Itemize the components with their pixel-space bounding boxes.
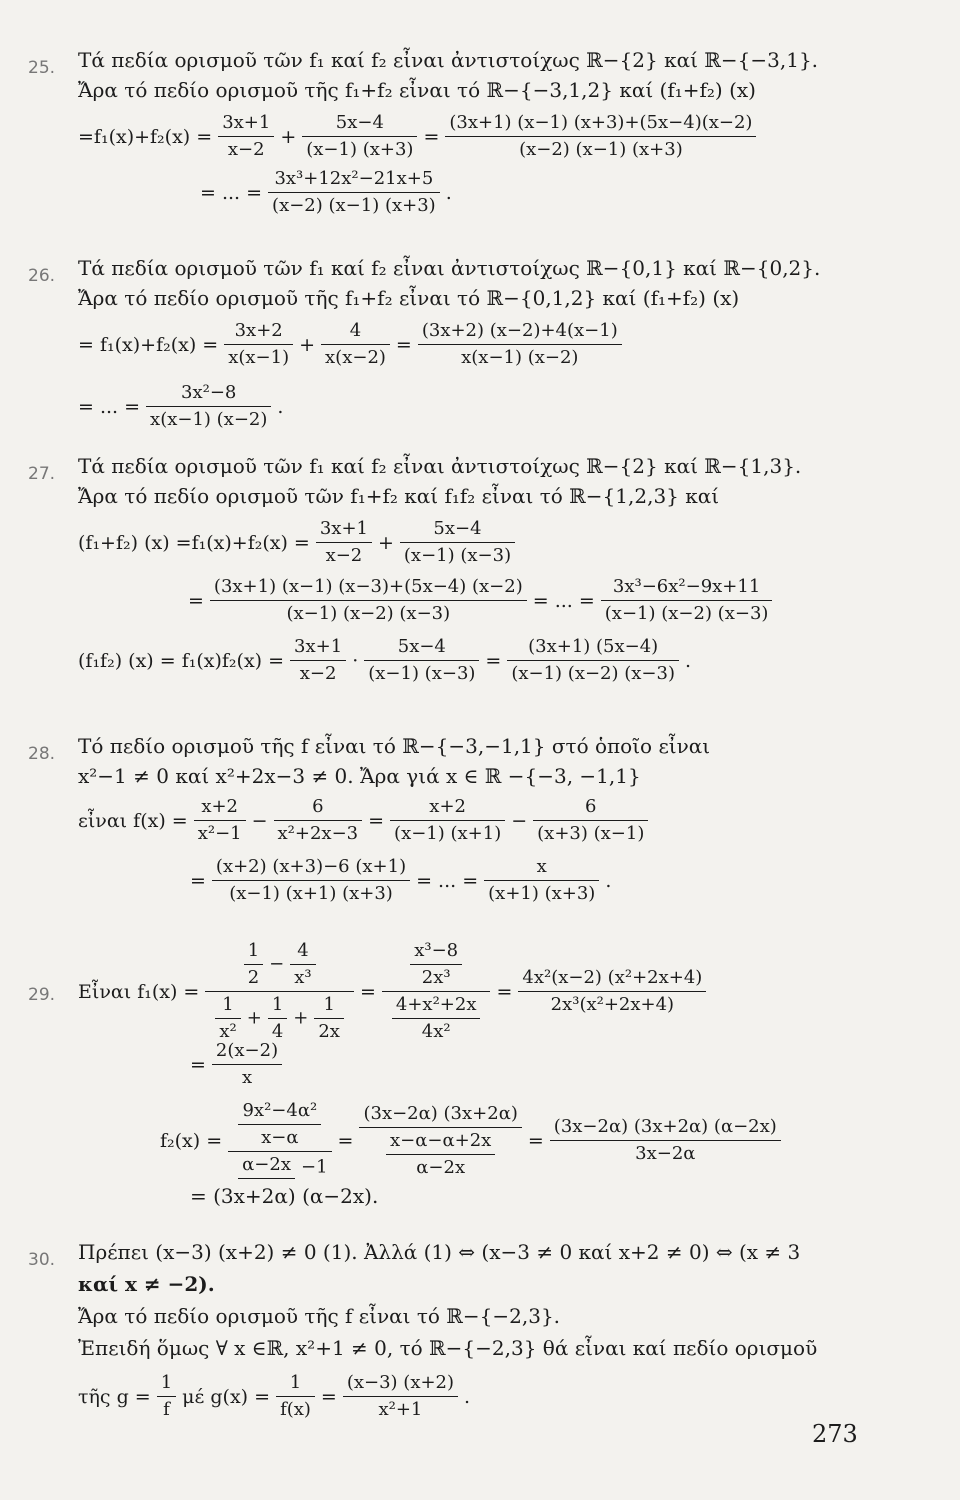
ex26-line1: 26. Τά πεδία ορισμοῦ τῶν f₁ καί f₂ εἶναι ἀντιστοίχως ℝ−{0,1} καί ℝ−{0,2}. (0, 248, 960, 288)
fraction: $\frac{1}{f(x)}$ (276, 1372, 315, 1421)
ex27-equation3: (f₁f₂) (x) = f₁(x)f₂(x) = $\frac{3x+1}{x-2}$ · $\frac{5x-4}{(x-1) (x-3)}$ = $\frac{(3x+1) (5x-4)}{(x-1) (x-2) (x-3)}$ . (78, 636, 692, 684)
fraction: $\frac{x+2}{(x-1) (x+1)}$ (390, 796, 505, 845)
ex28-number: 28. (28, 744, 56, 764)
fraction: $\frac{5x-4}{(x-1) (x-3)}$ (400, 518, 515, 567)
ex30-line3: Ἄρα τό πεδίο ορισμοῦ τῆς f εἶναι τό ℝ−{−2,3}. (78, 1304, 561, 1328)
fraction: $\frac{3x+1}{x-2}$ (218, 112, 274, 161)
ex25-equation1: =f₁(x)+f₂(x) = $\frac{3x+1}{x-2}$ + $\frac{5x-4}{(x-1) (x+3)}$ = $\frac{(3x+1) (x-1) (x+3)+(5x-4)(x-2)}{(x-2) (x-1) (x+3)}$ (78, 112, 960, 161)
fraction: $\frac{6}{\text{x²+2x−3}}$ (274, 796, 363, 845)
ex26-number: 26. (28, 266, 56, 286)
fraction: $\frac{1}{f}$ (157, 1372, 176, 1421)
fraction: $\frac{(3x+2) (x-2)+4(x-1)}{x(x-1) (x-2)}$ (418, 320, 622, 369)
ex30-line1: 30. Πρέπει (x−3) (x+2) ≠ 0 (1). Ἀλλά (1) ⇔ (x−3 ≠ 0 καί x+2 ≠ 0) ⇔ (x ≠ 3 (0, 1232, 960, 1272)
ex26-equation2: = ... = $\frac{\text{3x²−8}}{x(x-1) (x-2)}$ . (78, 382, 284, 430)
ex27-line2: Ἄρα τό πεδίο ορισμοῦ τῶν f₁+f₂ καί f₁f₂ εἶναι τό ℝ−{1,2,3} καί (78, 484, 720, 508)
fraction: $\frac{\text{4x²(x−2) (x²+2x+4)}}{\text{2x³(x²+2x+4)}}$ (518, 967, 706, 1016)
fraction: $\frac{\text{3x²−8}}{x(x-1) (x-2)}$ (146, 382, 271, 431)
ex27-number: 27. (28, 464, 56, 484)
fraction: $\frac{(x-3) (x+2)}{\text{x²+1}}$ (343, 1372, 458, 1421)
ex30-line2: καί x ≠ −2). (78, 1272, 215, 1296)
ex29-equation2: = $\frac{2(x-2)}{x}$ (190, 1040, 960, 1089)
ex30-equation: τῆς g = $\frac{1}{f}$ μέ g(x) = $\frac{1}{f(x)}$ = $\frac{(x-3) (x+2)}{\text{x²+1}}$ . (78, 1372, 471, 1420)
ex28-line2: x²−1 ≠ 0 καί x²+2x−3 ≠ 0. Ἄρα γιά x ∈ ℝ −{−3, −1,1} (78, 764, 641, 788)
ex30-line4: Ἐπειδή ὅμως ∀ x ∈ℝ, x²+1 ≠ 0, τό ℝ−{−2,3} θά εἶναι καί πεδίο ορισμοῦ (78, 1336, 818, 1360)
ex28-line1: 28. Τό πεδίο ορισμοῦ τῆς f εἶναι τό ℝ−{−3,−1,1} στό ὁποῖο εἶναι (0, 726, 960, 766)
ex27-equation2: = $\frac{(3x+1) (x-1) (x-3)+(5x-4) (x-2)}{(x-1) (x-2) (x-3)}$ = ... = $\frac{\text{3x³−6x²−9x+11}}{(x-1) (x-2) (x-3)}$ (188, 576, 960, 625)
fraction: $\frac{x}{(x+1) (x+3)}$ (484, 856, 599, 905)
ex26-equation1: = f₁(x)+f₂(x) = $\frac{3x+2}{x(x-1)}$ + $\frac{4}{x(x-2)}$ = $\frac{(3x+2) (x-2)+4(x-1)}{x(x-1) (x-2)}$ (78, 320, 960, 369)
fraction: $\frac{6}{(x+3) (x-1)}$ (533, 796, 648, 845)
ex25-number: 25. (28, 58, 56, 78)
ex28-equation1: εἶναι f(x) = $\frac{x+2}{\text{x²−1}}$ − $\frac{6}{\text{x²+2x−3}}$ = $\frac{x+2}{(x-1) (x+1)}$ − $\frac{6}{(x+3) (x-1)}$ (78, 796, 960, 845)
ex26-line2: Ἄρα τό πεδίο ορισμοῦ τῆς f₁+f₂ εἶναι τό ℝ−{0,1,2} καί (f₁+f₂) (x) (78, 286, 740, 310)
complex-fraction: $\frac{\frac{\text{x³−8}}{\text{2x³}}}{\frac{\text{4+x²+2x}}{\text{4x²}}}$ (382, 940, 491, 1043)
fraction: $\frac{3x+1}{x-2}$ (316, 518, 372, 567)
fraction: $\frac{(3x-2\alpha) (3x+2\alpha) (\alpha-2x)}{3x-2\alpha}$ (550, 1116, 781, 1165)
complex-fraction: $\frac{1}{2}$ − $\frac{4}{\text{x³}}$ $\frac{1}{\text{x²}}$ + $\frac{1}{4}$ + $\frac{1}{2x}$ (205, 940, 354, 1043)
fraction: $\frac{\text{3x³−6x²−9x+11}}{(x-1) (x-2) (x-3)}$ (601, 576, 773, 625)
fraction: $\frac{(3x+1) (x-1) (x-3)+(5x-4) (x-2)}{(x-1) (x-2) (x-3)}$ (210, 576, 527, 625)
ex29-number: 29. (28, 985, 56, 1005)
fraction: $\frac{x+2}{\text{x²−1}}$ (194, 796, 246, 845)
ex30-number: 30. (28, 1250, 56, 1270)
ex27-line1: 27. Τά πεδία ορισμοῦ τῶν f₁ καί f₂ εἶναι ἀντιστοίχως ℝ−{2} καί ℝ−{1,3}. (0, 446, 960, 486)
fraction: $\frac{(x+2) (x+3)-6 (x+1)}{(x-1) (x+1) (x+3)}$ (212, 856, 410, 905)
complex-fraction: $\frac{\text{9x²−4α²}}{x-\alpha}$ α−2x −1 (228, 1100, 331, 1181)
ex25-line1: 25. Τά πεδία ορισμοῦ τῶν f₁ καί f₂ εἶναι ἀντιστοίχως ℝ−{2} καί ℝ−{−3,1}. (0, 40, 960, 80)
fraction: $\frac{5x-4}{(x-1) (x+3)}$ (302, 112, 417, 161)
complex-fraction: $\frac{(3x-2\alpha) (3x+2\alpha)}{\frac{x-\alpha-\alpha+2x}{\alpha-2x}}$ (359, 1103, 521, 1179)
fraction: $\frac{2(x-2)}{x}$ (212, 1040, 282, 1089)
fraction: $\frac{\text{3x³+12x²−21x+5}}{(x-2) (x-1) (x+3)}$ (268, 168, 440, 217)
ex25-equation2: = ... = $\frac{\text{3x³+12x²−21x+5}}{(x-2) (x-1) (x+3)}$ . (200, 168, 452, 216)
fraction: $\frac{3x+2}{x(x-1)}$ (224, 320, 293, 369)
ex28-equation2: = $\frac{(x+2) (x+3)-6 (x+1)}{(x-1) (x+1) (x+3)}$ = ... = $\frac{x}{(x+1) (x+3)}$ . (190, 856, 612, 904)
ex29-result: = (3x+2α) (α−2x). (190, 1184, 379, 1208)
fraction: $\frac{5x-4}{(x-1) (x-3)}$ (364, 636, 479, 685)
ex27-equation1: (f₁+f₂) (x) =f₁(x)+f₂(x) = $\frac{3x+1}{x-2}$ + $\frac{5x-4}{(x-1) (x-3)}$ (78, 518, 960, 567)
ex29-equation3: f₂(x) = $\frac{\text{9x²−4α²}}{x-\alpha}$ α−2x −1 = $\frac{(3x-2\alpha) (3x+2\alpha)}{\frac{x-\alpha-\alpha+2x}{\alpha-2x}}$ = $\frac{(3x-2\alpha) (3x+2\alpha) (\alpha-2x)}{3x-2\alpha}$ (160, 1100, 960, 1181)
ex29-equation1: Εἶναι f₁(x) = $\frac{1}{2}$ − $\frac{4}{\text{x³}}$ $\frac{1}{\text{x²}}$ + $\frac{1}{4}$ + $\frac{1}{2x}$ = $\frac{\frac{\text{x³−8}}{\text{2x³}}}{\frac{\text{4+x²+2x}}{\text{4x²}}}$ = $\frac{\text{4x²(x−2) (x²+2x+4)}}{\text{2x³(x²+2x+4)}}$ (78, 940, 960, 1043)
ex25-line2: Ἄρα τό πεδίο ορισμοῦ τῆς f₁+f₂ εἶναι τό ℝ−{−3,1,2} καί (f₁+f₂) (x) (78, 78, 756, 102)
fraction: $\frac{(3x+1) (x-1) (x+3)+(5x-4)(x-2)}{(x-2) (x-1) (x+3)}$ (445, 112, 756, 161)
fraction: $\frac{(3x+1) (5x-4)}{(x-1) (x-2) (x-3)}$ (507, 636, 679, 685)
fraction: $\frac{4}{x(x-2)}$ (321, 320, 390, 369)
fraction: $\frac{3x+1}{x-2}$ (290, 636, 346, 685)
page-number: 273 (812, 1420, 858, 1448)
